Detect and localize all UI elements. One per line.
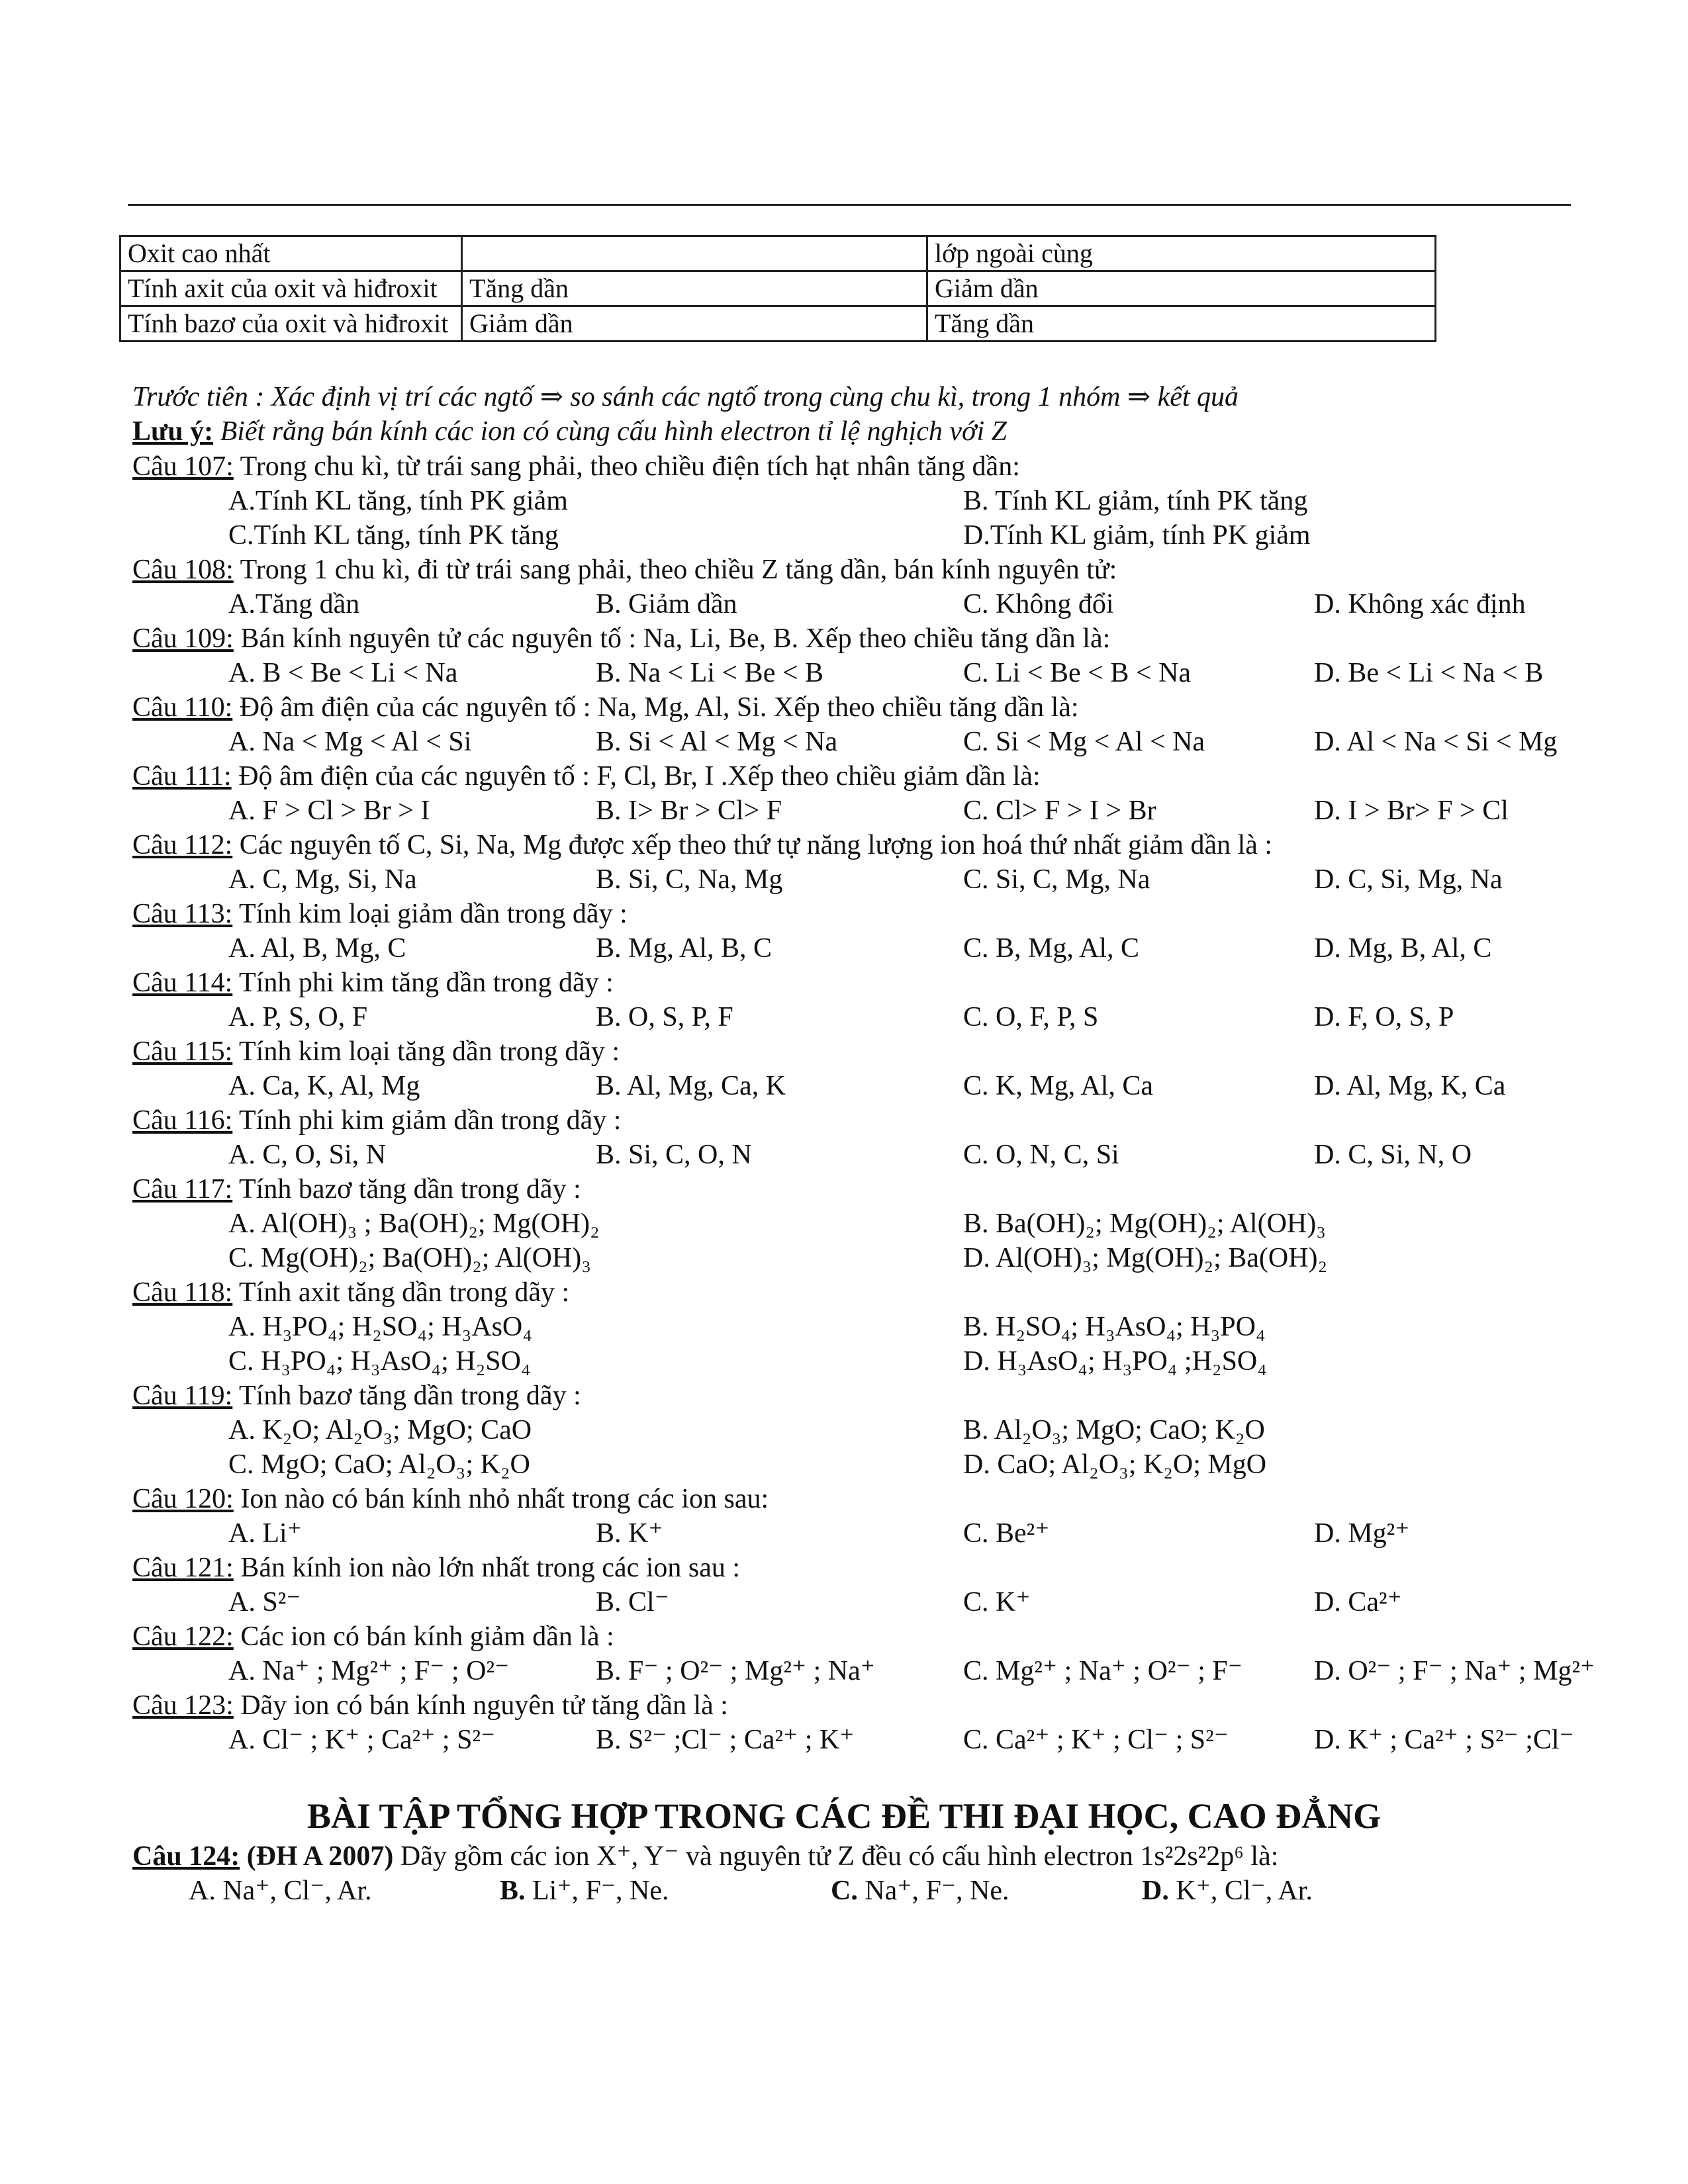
option-a: A. F > Cl > Br > I — [228, 796, 430, 826]
option-d: D.Tính KL giảm, tính PK giảm — [963, 520, 1311, 551]
question-label: Câu 121: — [132, 1553, 234, 1583]
option-c: C. K, Mg, Al, Ca — [963, 1071, 1154, 1101]
option-d: D. H₃AsO₄; H₃PO₄ ;H₂SO₄ — [963, 1346, 1267, 1377]
option-a: A. Al(OH)₃ ; Ba(OH)₂; Mg(OH)₂ — [228, 1208, 600, 1239]
option-a: A. P, S, O, F — [228, 1002, 368, 1032]
question-label: Câu 113: — [132, 899, 233, 929]
question-text: Tính bazơ tăng dần trong dãy : — [232, 1174, 581, 1205]
question-108 — [132, 553, 1117, 586]
question-text: Trong 1 chu kì, đi từ trái sang phải, theo chiều Z tăng dần, bán kính nguyên tử: — [233, 555, 1117, 585]
option-d: D. Al < Na < Si < Mg — [1314, 727, 1558, 757]
question-110 — [132, 691, 1079, 724]
question-111 — [132, 760, 1041, 793]
question-text: Tính kim loại tăng dần trong dãy : — [232, 1036, 620, 1067]
header-rule — [128, 204, 1571, 206]
option-a: A. Al, B, Mg, C — [228, 933, 406, 964]
option-d: D. Không xác định — [1314, 589, 1526, 619]
question-116 — [132, 1104, 621, 1137]
question-text: Các ion có bán kính giảm dần là : — [233, 1621, 614, 1652]
question-source: (ĐH A 2007) — [240, 1841, 394, 1872]
question-label: Câu 115: — [132, 1036, 233, 1067]
table-cell: Tăng dần — [927, 306, 1436, 341]
question-text: Ion nào có bán kính nhỏ nhất trong các ion sau: — [233, 1484, 769, 1514]
option-c: C. MgO; CaO; Al₂O₃; K₂O — [228, 1449, 530, 1480]
option-b: B. S²⁻ ;Cl⁻ ; Ca²⁺ ; K⁺ — [596, 1725, 855, 1755]
question-114 — [132, 966, 614, 999]
option-text: K⁺, Cl⁻, Ar. — [1168, 1876, 1313, 1906]
option-b: B. Al₂O₃; MgO; CaO; K₂O — [963, 1415, 1265, 1445]
option-b: B. H₂SO₄; H₃AsO₄; H₃PO₄ — [963, 1312, 1266, 1342]
option-d: D. Mg, B, Al, C — [1314, 933, 1492, 964]
option-a: A. K₂O; Al₂O₃; MgO; CaO — [228, 1415, 532, 1445]
option-b: B. Cl⁻ — [596, 1587, 669, 1617]
option-b: B. Si, C, Na, Mg — [596, 864, 783, 895]
option-c: C. Mg(OH)₂; Ba(OH)₂; Al(OH)₃ — [228, 1243, 591, 1273]
question-label: Câu 108: — [132, 555, 234, 585]
option-c: C. O, N, C, Si — [963, 1140, 1119, 1170]
option-d: D. Al(OH)₃; Mg(OH)₂; Ba(OH)₂ — [963, 1243, 1328, 1273]
option-c: C.Tính KL tăng, tính PK tăng — [228, 520, 559, 551]
question-label: Câu 110: — [132, 692, 233, 723]
table-cell: Oxit cao nhất — [120, 236, 462, 271]
option-b: B. Al, Mg, Ca, K — [596, 1071, 786, 1101]
table-cell: Tính bazơ của oxit và hiđroxit — [120, 306, 462, 341]
option-b: B. O, S, P, F — [596, 1002, 733, 1032]
option-b: B. K⁺ — [596, 1518, 663, 1549]
question-112 — [132, 829, 1272, 862]
option-key: B. — [500, 1876, 526, 1906]
option-b — [500, 1874, 669, 1907]
question-text: Dãy gồm các ion X⁺, Y⁻ và nguyên tử Z đều có cấu hình electron 1s²2s²2p⁶ là: — [393, 1841, 1279, 1872]
option-a: A. Cl⁻ ; K⁺ ; Ca²⁺ ; S²⁻ — [228, 1725, 496, 1755]
note — [132, 415, 1007, 448]
table-cell: lớp ngoài cùng — [927, 236, 1436, 271]
question-117 — [132, 1173, 581, 1206]
option-b: B. Si < Al < Mg < Na — [596, 727, 838, 757]
table-cell — [462, 236, 927, 271]
question-119 — [132, 1379, 581, 1412]
option-d: D. Al, Mg, K, Ca — [1314, 1071, 1506, 1101]
option-text: Na⁺, F⁻, Ne. — [857, 1876, 1009, 1906]
table-row — [120, 236, 1436, 271]
table-cell: Giảm dần — [462, 306, 927, 341]
question-109 — [132, 622, 1110, 655]
intro-text: Trước tiên : Xác định vị trí các ngtố ⇒ so sánh các ngtố trong cùng chu kì, trong 1 nhóm ⇒ kết quả — [132, 382, 1239, 412]
section-heading: BÀI TẬP TỔNG HỢP TRONG CÁC ĐỀ THI ĐẠI HỌC, CAO ĐẲNG — [306, 1796, 1382, 1836]
question-107 — [132, 450, 1020, 483]
option-c: C. Cl> F > I > Br — [963, 796, 1156, 826]
question-115 — [132, 1035, 620, 1068]
option-d: D. CaO; Al₂O₃; K₂O; MgO — [963, 1449, 1267, 1480]
option-d: D. K⁺ ; Ca²⁺ ; S²⁻ ;Cl⁻ — [1314, 1725, 1574, 1755]
question-label: Câu 107: — [132, 451, 234, 482]
question-text: Độ âm điện của các nguyên tố : Na, Mg, Al, Si. Xếp theo chiều tăng dần là: — [232, 692, 1079, 723]
table-row — [120, 306, 1436, 341]
table-cell: Tính axit của oxit và hiđroxit — [120, 271, 462, 306]
option-a: A. Li⁺ — [228, 1518, 302, 1549]
option-c: C. Li < Be < B < Na — [963, 658, 1192, 688]
option-c: C. Ca²⁺ ; K⁺ ; Cl⁻ ; S²⁻ — [963, 1725, 1229, 1755]
option-a: A. B < Be < Li < Na — [228, 658, 458, 688]
question-122 — [132, 1620, 614, 1653]
question-label: Câu 111: — [132, 761, 232, 792]
question-text: Tính bazơ tăng dần trong dãy : — [232, 1381, 581, 1411]
note-text: Biết rằng bán kính các ion có cùng cấu hình electron tỉ lệ nghịch với Z — [213, 416, 1007, 447]
option-b: B. Tính KL giảm, tính PK tăng — [963, 486, 1308, 516]
table-cell: Giảm dần — [927, 271, 1436, 306]
question-text: Tính kim loại giảm dần trong dãy : — [232, 899, 628, 929]
option-a: A. H₃PO₄; H₂SO₄; H₃AsO₄ — [228, 1312, 532, 1342]
question-113 — [132, 897, 628, 931]
option-key: D. — [1142, 1876, 1169, 1906]
question-text: Tính phi kim tăng dần trong dãy : — [232, 968, 614, 998]
question-label: Câu 123: — [132, 1690, 234, 1721]
option-a: A.Tính KL tăng, tính PK giảm — [228, 486, 568, 516]
option-c: C. O, F, P, S — [963, 1002, 1099, 1032]
question-label: Câu 116: — [132, 1105, 233, 1136]
option-c: C. Mg²⁺ ; Na⁺ ; O²⁻ ; F⁻ — [963, 1656, 1243, 1686]
question-text: Dãy ion có bán kính nguyên tử tăng dần là : — [233, 1690, 728, 1721]
option-d: D. Be < Li < Na < B — [1314, 658, 1544, 688]
option-a: A. Na⁺ ; Mg²⁺ ; F⁻ ; O²⁻ — [228, 1656, 510, 1686]
question-124 — [132, 1840, 1278, 1873]
question-label: Câu 119: — [132, 1381, 233, 1411]
option-text: Li⁺, F⁻, Ne. — [525, 1876, 669, 1906]
option-d: D. C, Si, Mg, Na — [1314, 864, 1503, 895]
option-b: B. Ba(OH)₂; Mg(OH)₂; Al(OH)₃ — [963, 1208, 1326, 1239]
note-label: Lưu ý: — [132, 416, 214, 447]
question-label: Câu 109: — [132, 623, 234, 654]
option-c: C. Không đổi — [963, 589, 1114, 619]
question-120 — [132, 1482, 769, 1516]
option-a: A. S²⁻ — [228, 1587, 301, 1617]
question-text: Bán kính ion nào lớn nhất trong các ion sau : — [233, 1553, 741, 1583]
option-d: D. O²⁻ ; F⁻ ; Na⁺ ; Mg²⁺ — [1314, 1656, 1595, 1686]
option-c: C. B, Mg, Al, C — [963, 933, 1140, 964]
question-label: Câu 114: — [132, 968, 233, 998]
option-d: D. F, O, S, P — [1314, 1002, 1454, 1032]
option-a: A. C, Mg, Si, Na — [228, 864, 417, 895]
option-c — [831, 1874, 1009, 1907]
option-c: C. Si < Mg < Al < Na — [963, 727, 1205, 757]
question-label: Câu 117: — [132, 1174, 233, 1205]
option-c: C. Be²⁺ — [963, 1518, 1050, 1549]
question-text: Độ âm điện của các nguyên tố : F, Cl, Br, I .Xếp theo chiều giảm dần là: — [231, 761, 1041, 792]
option-d: D. Ca²⁺ — [1314, 1587, 1402, 1617]
option-b: B. F⁻ ; O²⁻ ; Mg²⁺ ; Na⁺ — [596, 1656, 875, 1686]
option-d: D. Mg²⁺ — [1314, 1518, 1410, 1549]
table-cell: Tăng dần — [462, 271, 927, 306]
option-b: B. Na < Li < Be < B — [596, 658, 824, 688]
option-d: D. I > Br> F > Cl — [1314, 796, 1509, 826]
option-a: A. Ca, K, Al, Mg — [228, 1071, 420, 1101]
properties-table — [119, 235, 1436, 342]
option-a: A. Na < Mg < Al < Si — [228, 727, 472, 757]
question-label: Câu 112: — [132, 830, 233, 860]
question-text: Tính phi kim giảm dần trong dãy : — [232, 1105, 622, 1136]
option-c: C. K⁺ — [963, 1587, 1031, 1617]
table-row — [120, 271, 1436, 306]
question-121 — [132, 1551, 740, 1584]
option-c: C. Si, C, Mg, Na — [963, 864, 1150, 895]
option-b: B. Mg, Al, B, C — [596, 933, 773, 964]
option-c: C. H₃PO₄; H₃AsO₄; H₂SO₄ — [228, 1346, 531, 1377]
question-label: Câu 118: — [132, 1277, 233, 1308]
question-text: Trong chu kì, từ trái sang phải, theo chiều điện tích hạt nhân tăng dần: — [233, 451, 1020, 482]
option-key: C. — [831, 1876, 858, 1906]
question-label: Câu 122: — [132, 1621, 234, 1652]
option-b: B. I> Br > Cl> F — [596, 796, 782, 826]
option-a: A.Tăng dần — [228, 589, 360, 619]
question-text: Bán kính nguyên tử các nguyên tố : Na, Li, Be, B. Xếp theo chiều tăng dần là: — [233, 623, 1111, 654]
option-b: B. Si, C, O, N — [596, 1140, 752, 1170]
option-d: D. C, Si, N, O — [1314, 1140, 1472, 1170]
question-123 — [132, 1689, 728, 1722]
option-d — [1142, 1874, 1313, 1907]
question-118 — [132, 1276, 569, 1309]
question-label: Câu 124: — [132, 1841, 240, 1872]
question-text: Tính axit tăng dần trong dãy : — [232, 1277, 570, 1308]
option-b: B. Giảm dần — [596, 589, 737, 619]
question-text: Các nguyên tố C, Si, Na, Mg được xếp theo thứ tự năng lượng ion hoá thứ nhất giảm dần là : — [232, 830, 1273, 860]
option-a: A. Na⁺, Cl⁻, Ar. — [189, 1876, 372, 1906]
question-label: Câu 120: — [132, 1484, 234, 1514]
option-a: A. C, O, Si, N — [228, 1140, 387, 1170]
